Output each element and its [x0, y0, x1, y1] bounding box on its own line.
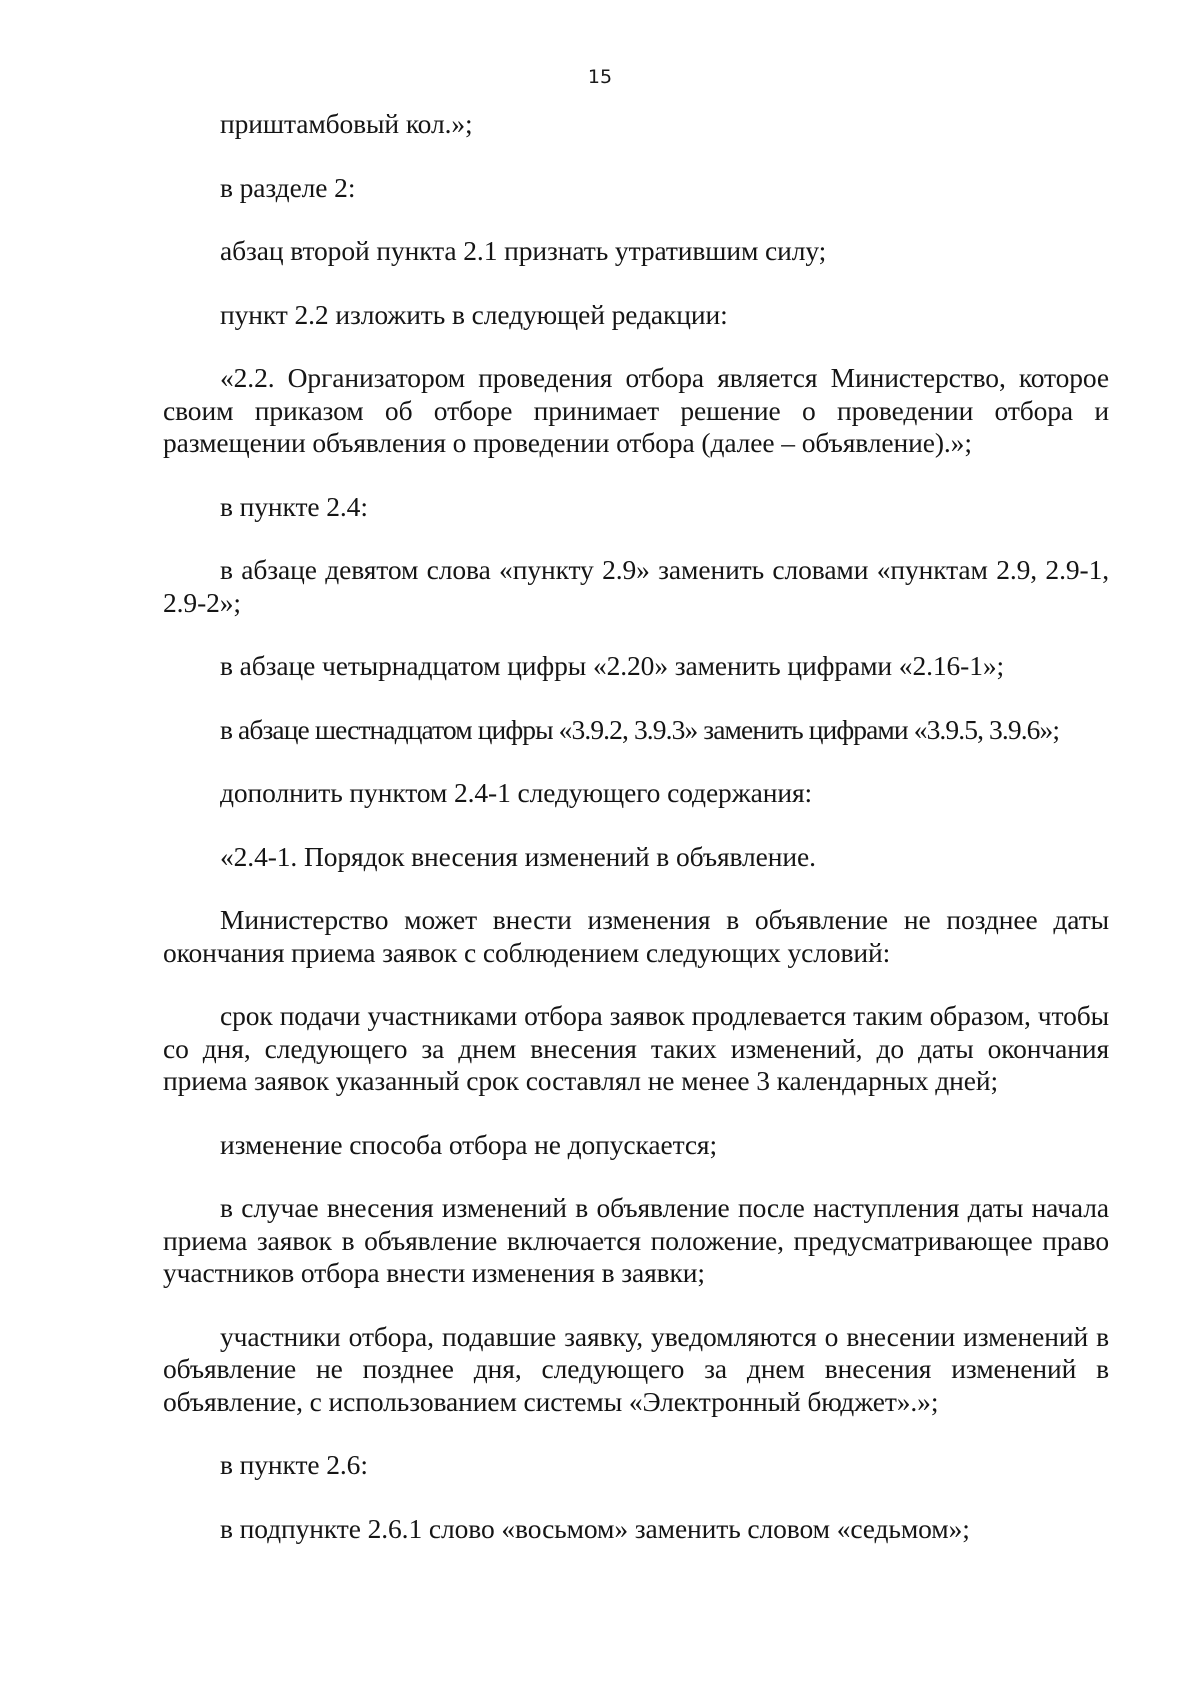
paragraph-16: участники отбора, подавшие заявку, уведомляются о внесении изменений в объявление не позднее дня, следующего за днем внесения изменений в объявление, с использованием системы «Электронный бюджет».»; [163, 1320, 1109, 1417]
document-body [163, 108, 1109, 1545]
paragraph-18: в подпункте 2.6.1 слово «восьмом» заменить словом «седьмом»; [220, 1512, 970, 1544]
paragraph-2: в разделе 2: [220, 171, 356, 203]
paragraph-6: в пункте 2.4: [220, 490, 368, 522]
paragraph-17: в пункте 2.6: [220, 1449, 368, 1480]
paragraph-15: в случае внесения изменений в объявление после наступления даты начала приема заявок в объявление включается положение, предусматривающее право участников отбора внести изменения в заявки; [163, 1192, 1109, 1288]
paragraph-14: изменение способа отбора не допускается; [220, 1128, 718, 1160]
paragraph-4: пункт 2.2 изложить в следующей редакции: [220, 298, 728, 330]
paragraph-10: дополнить пунктом 2.4-1 следующего содержания: [220, 777, 813, 808]
paragraph-13: срок подачи участниками отбора заявок продлевается таким образом, чтобы со дня, следующего за днем внесения таких изменений, до даты окончания приема заявок указанный срок составлял не менее 3 календарных дней; [163, 1000, 1109, 1096]
paragraph-5: «2.2. Организатором проведения отбора является Министерство, которое своим приказом об отборе принимает решение о проведении отбора и размещении объявления о проведении отбора (далее – объявление).»; [163, 362, 1109, 458]
paragraph-8: в абзаце четырнадцатом цифры «2.20» заменить цифрами «2.16-1»; [220, 650, 1005, 681]
paragraph-9: в абзаце шестнадцатом цифры «3.9.2, 3.9.3» заменить цифрами «3.9.5, 3.9.6»; [220, 713, 1060, 745]
paragraph-3: абзац второй пункта 2.1 признать утратившим силу; [220, 235, 827, 266]
paragraph-7: в абзаце девятом слова «пункту 2.9» заменить словами «пунктам 2.9, 2.9-1, 2.9-2»; [163, 554, 1109, 618]
page-number: 15 [587, 66, 613, 88]
paragraph-12: Министерство может внести изменения в объявление не позднее даты окончания приема заявок с соблюдением следующих условий: [163, 904, 1109, 968]
paragraph-11: «2.4-1. Порядок внесения изменений в объявление. [220, 840, 816, 872]
paragraph-1: приштамбовый кол.»; [220, 108, 473, 139]
